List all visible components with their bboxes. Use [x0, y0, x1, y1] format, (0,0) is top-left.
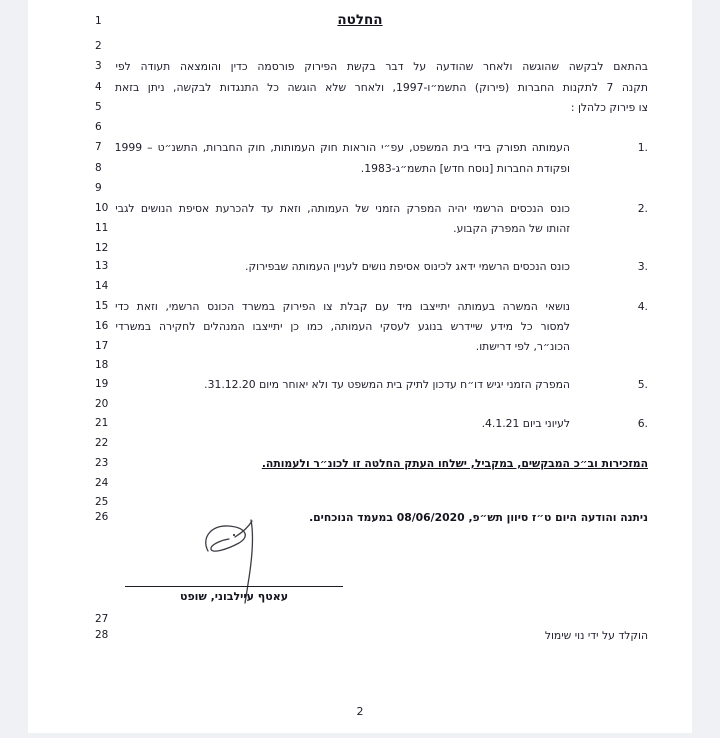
text-line: לעיוני ביום 4.1.21. — [481, 417, 570, 430]
page-margin-bottom — [0, 733, 720, 738]
text-line: החלטה — [337, 12, 383, 28]
line-number: 25 — [95, 496, 109, 508]
line-number: 2 — [95, 40, 102, 52]
line-number: 27 — [95, 613, 109, 625]
item-number: 6. — [637, 417, 648, 430]
text-line: בהתאם לבקשה שהוגשה ולאחר שהודעה על דבר בקשת הפירוק פורסמה כדין והומצאה תעודה לפי — [115, 60, 648, 73]
text-line: ופקודת החברות [נוסח חדש] התשמ״ג-1983. — [360, 162, 570, 175]
item-number: 3. — [637, 260, 648, 273]
line-number: 9 — [95, 182, 102, 194]
line-number: 20 — [95, 398, 109, 410]
line-number: 15 — [95, 300, 109, 312]
line-number: 11 — [95, 222, 109, 234]
item-number: 1. — [637, 141, 648, 154]
line-number: 12 — [95, 242, 109, 254]
line-number: 24 — [95, 477, 109, 489]
page-margin-right — [692, 0, 720, 738]
line-number: 23 — [95, 457, 109, 469]
text-line: הכונ״ר, לפי דרישתו. — [475, 340, 570, 353]
line-number: 14 — [95, 280, 109, 292]
line-number: 4 — [95, 81, 102, 93]
line-number: 7 — [95, 141, 102, 153]
line-number: 22 — [95, 437, 109, 449]
signature-line — [125, 586, 343, 587]
page-number: 2 — [356, 705, 364, 718]
text-line: המזכירות וב״כ המבקשים, במקביל, ישלחו העתק החלטה זו לכונ״ר ולעמותה. — [261, 457, 648, 470]
line-number: 17 — [95, 340, 109, 352]
item-number: 5. — [637, 378, 648, 391]
line-number: 3 — [95, 60, 102, 72]
text-line: העמותה תפורק בידי בית המשפט, עפ״י הוראות חוק העמותות, חוק החברות, התשנ״ט – 1999 — [114, 141, 570, 154]
text-line: למסור כל מידע שיידרש בנוגע לעסקי העמותה, כמו כן יתייצבו המנהלים לחקירה במשרדי — [115, 320, 570, 333]
text-line: המפרק הזמני יגיש דו״ח עדכון לתיק בית המשפט עד ולא יאוחר מיום 31.12.20. — [204, 378, 570, 391]
text-line: הוקלד על ידי נוי שימול — [544, 629, 648, 642]
text-line: כונס הנכסים הרשמי ידאג לכינוס אסיפת נושים לעניין העמותה שבפירוק. — [245, 260, 570, 273]
text-line: כונס הנכסים הרשמי יהיה המפרק הזמני של העמותה, וזאת עד להכרעת אסיפת הנושים לגבי — [115, 202, 570, 215]
line-number: 19 — [95, 378, 109, 390]
line-number: 18 — [95, 359, 109, 371]
line-number: 26 — [95, 511, 109, 523]
line-number: 8 — [95, 162, 102, 174]
line-number: 10 — [95, 202, 109, 214]
text-line: זהותו של המפרק הקבוע. — [453, 222, 570, 235]
line-number: 5 — [95, 101, 102, 113]
judge-name: עאטף עיילבוני, שופט — [179, 590, 289, 603]
item-number: 4. — [637, 300, 648, 313]
text-line: תקנה 7 לתקנות החברות (פירוק) התשמ״ו-1997, ולאחר שלא הוגשה כל התנגדות לבקשה, ניתן בזאת — [114, 81, 648, 94]
item-number: 2. — [637, 202, 648, 215]
line-number: 1 — [95, 15, 102, 27]
line-number: 21 — [95, 417, 109, 429]
text-line: צו פירוק כלהלן : — [570, 101, 648, 114]
line-number: 28 — [95, 629, 109, 641]
page-margin-left — [0, 0, 28, 738]
line-number: 16 — [95, 320, 109, 332]
text-line: ניתנה והודעה היום ט״ז סיוון תש״פ, 08/06/2020 במעמד הנוכחים. — [309, 511, 648, 524]
text-line: נושאי המשרה בעמותה יתייצבו מיד עם קבלת צו הפירוק במשרד הכונס הרשמי, וזאת כדי — [115, 300, 570, 313]
line-number: 6 — [95, 121, 102, 133]
line-number: 13 — [95, 260, 109, 272]
